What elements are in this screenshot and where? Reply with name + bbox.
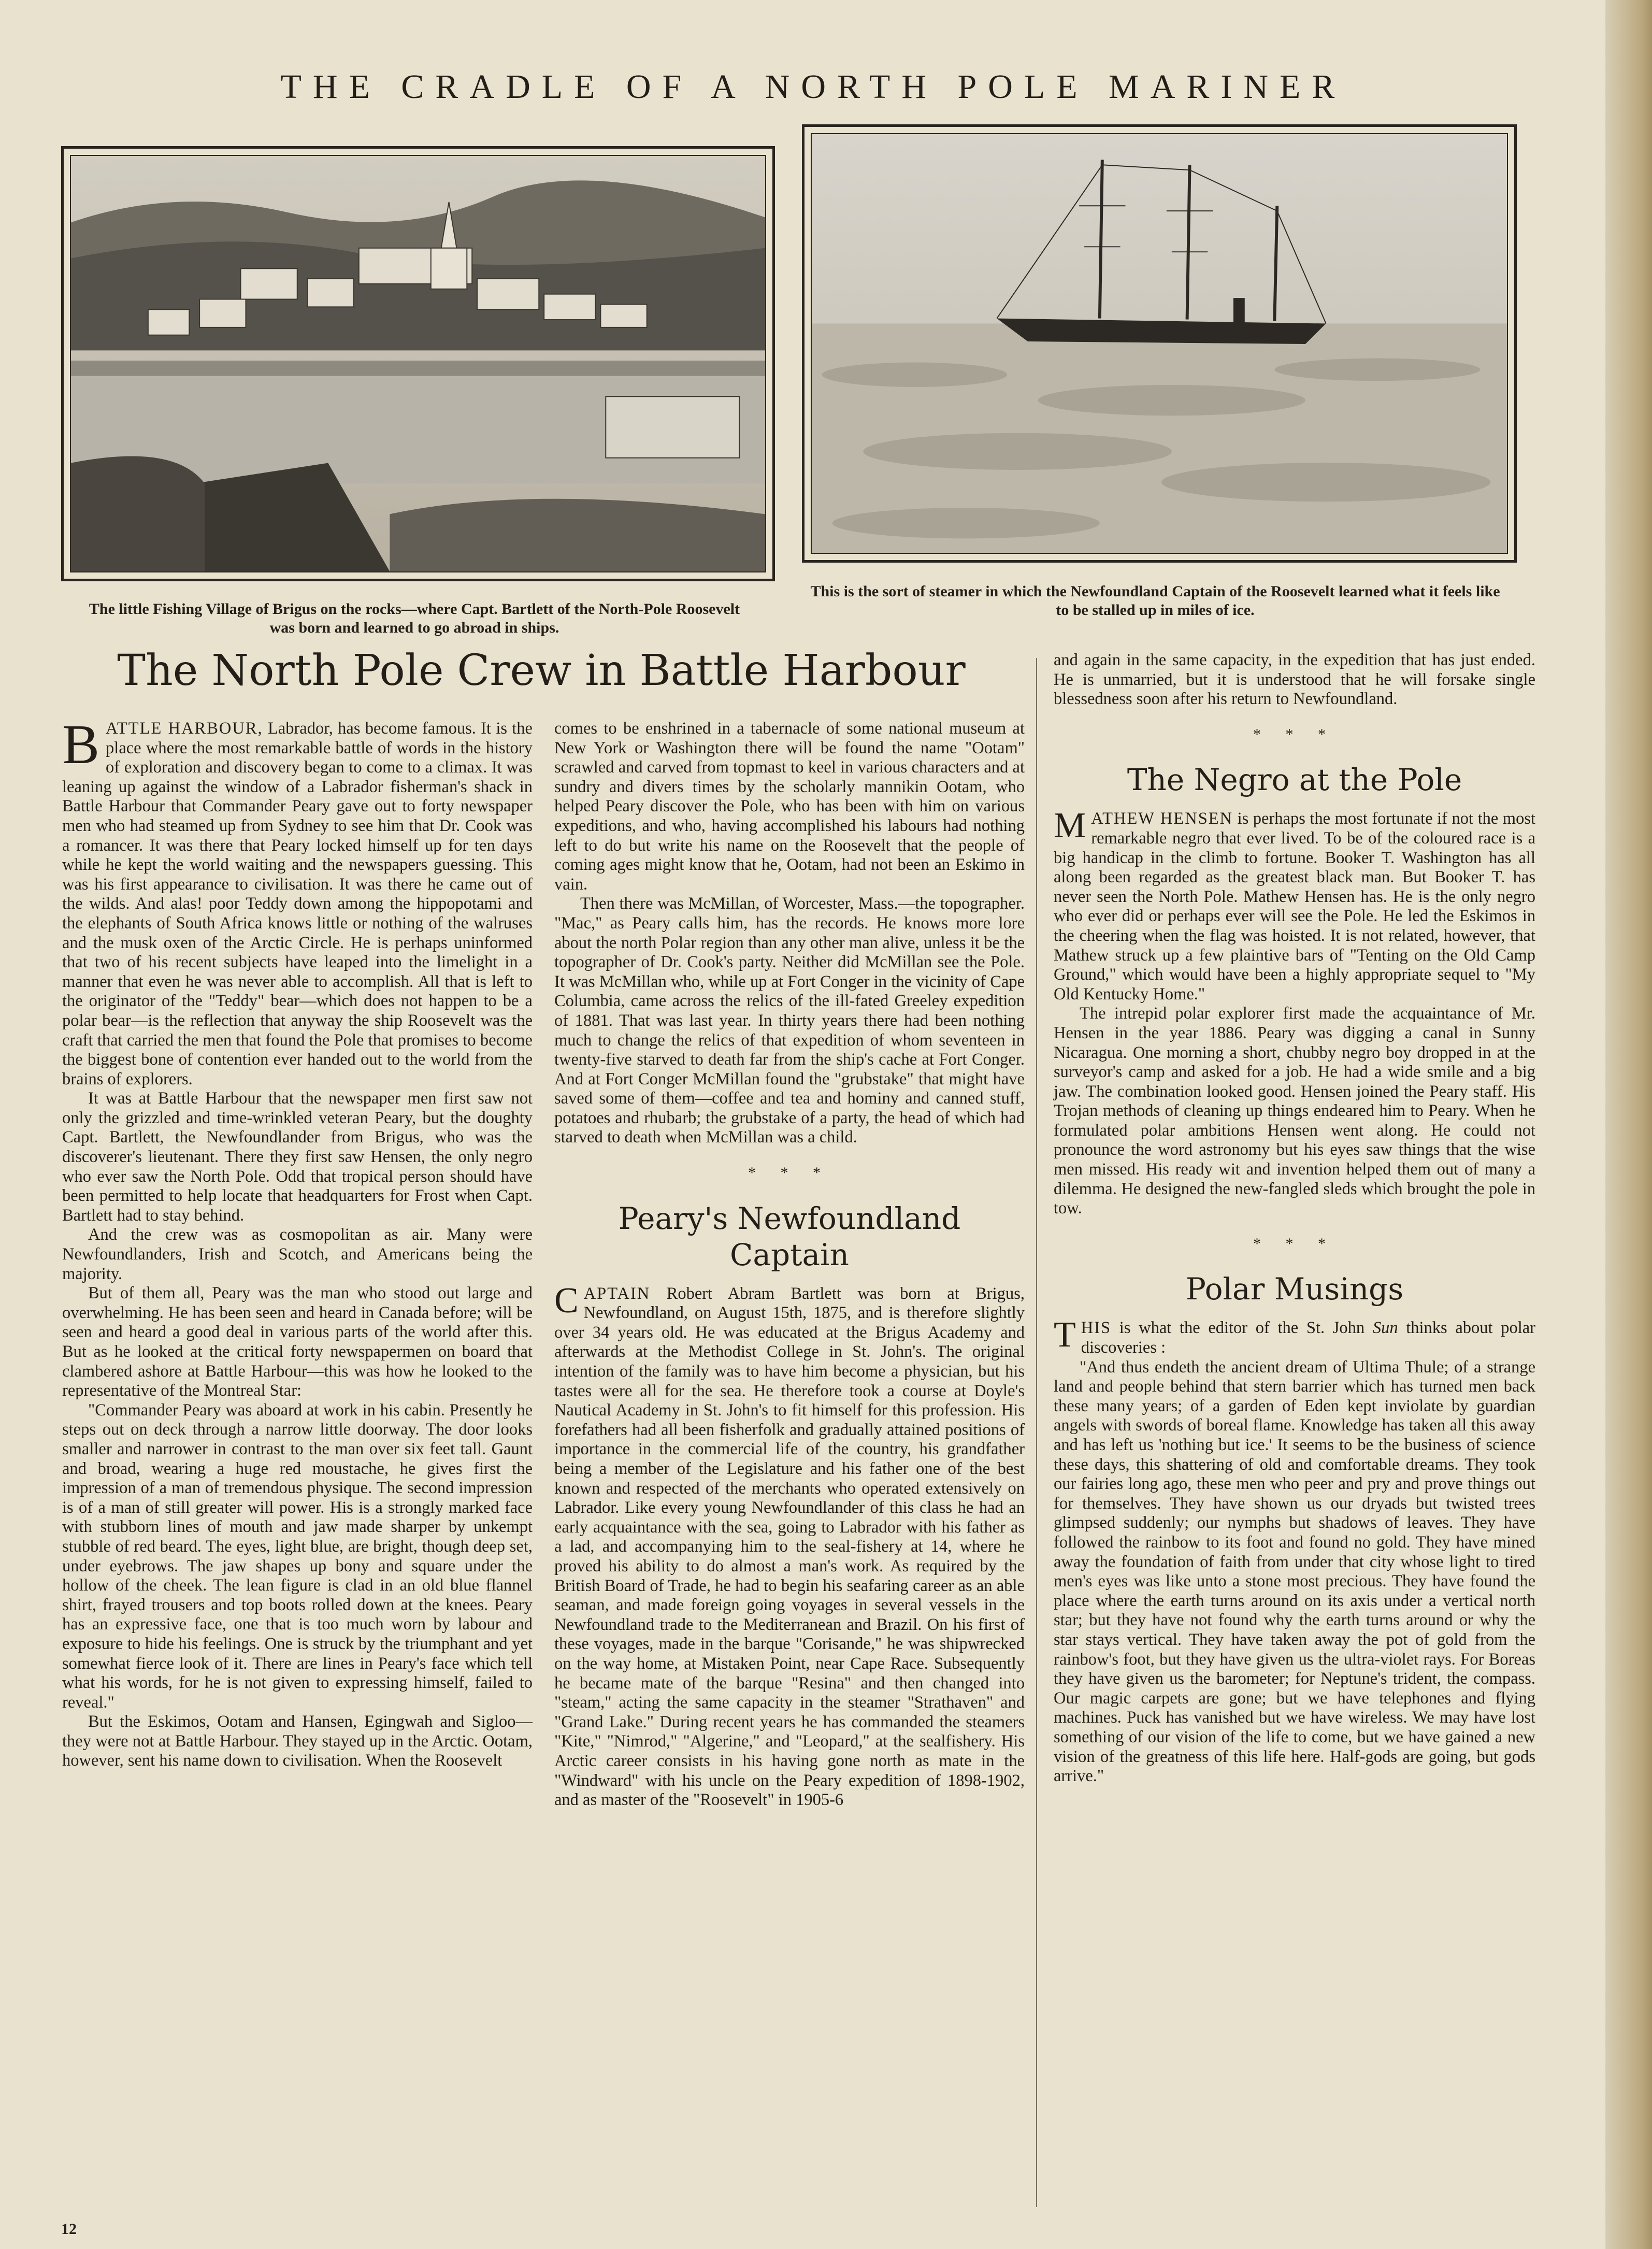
captain-section-title: Peary's Newfoundland Captain — [618, 1200, 961, 1272]
newspaper-name: Sun — [1372, 1319, 1398, 1338]
article-paragraph: And the crew was as cosmopolitan as air. Many were Newfoundlanders, Irish and Scotch, and Americans being the majority. — [62, 1225, 533, 1283]
article-title: The North Pole Crew in Battle Harbour — [117, 646, 966, 695]
dropcap: T — [1054, 1315, 1076, 1355]
section-separator: * * * — [1253, 1235, 1336, 1252]
article-paragraph: "Commander Peary was aboard at work in his cabin. Presently he steps out on deck through a narrow little doorway. The door looks smaller and narrower in contrast to the man over six feet tall. Gaunt and broad, wearing a huge red moustache, he gives first the impression of a man of tremendous physique. The second impression is of a man of still greater will power. His is a strongly marked face with stubborn lines of mouth and jaw made sharper by unkempt stubble of red beard. The eyes, light blue, are bright, though deep set, under eyebrows. The jaw shapes up bony and square under the hollow of the cheek. The lean figure is clad in an old blue flannel shirt, frayed trousers and top boots rolled down at the knees. Peary has an expressive face, one that is too much worn by labour and exposure to hide his feelings. One is struck by the triumphant and yet somewhat fierce look of it. There are lines in Peary's face which tell what his words, for he is not given to expressing himself, failed to reveal." — [62, 1400, 533, 1712]
lead-text: is perhaps the most fortunate if not the most remarkable negro that ever lived. To be of the coloured race is a big handicap in the climb to fortune. Booker T. Washington has all along been regarded as the greatest black man. But Booker T. has never seen the North Pole. Mathew Hensen has. He is the only negro who ever did or perhaps ever will see the Pole. He led the Eskimos in the cheering when the flag was hoisted. It is not related, however, that Mathew struck up a few plaintive bars of "Tenting on the Old Camp Ground," which would have been a highly appropriate sequel to "My Old Kentucky Home." — [1054, 809, 1535, 1004]
article-column-2 — [554, 719, 1025, 1810]
lead-text: Robert Abram Bartlett was born at Brigus, Newfoundland, on August 15th, 1875, and is therefore slightly over 34 years old. He was educated at the Brigus Academy and afterwards at the Methodist College in St. John's. The original intention of the family was to have him become a physician, but his tastes were all for the sea. He therefore took a course at Doyle's Nautical Academy in St. John's to fit himself for this profession. His forefathers had all been fisherfolk and gradually attained positions of importance in the commercial life of the country, his grandfather being a member of the Legislature and his father one of the best known and respected of the merchants who operated extensively on Labrador. Like every young Newfoundlander of this class he had an early acquaintance with the sea, going to Labrador with his father as a lad, and accompanying him to the seal-fishery at 14, where he proved his ability to do almost a man's work. As required by the British Board of Trade, he had to begin his seafaring career as an able seaman, and made foreign going voyages in several vessels in the Newfoundland trade to the Mediterranean and Brazil. On his first of these voyages, made in the barque "Corisande," he was shipwrecked on the way home, at Mistaken Point, near Cape Race. Subsequently he became mate of the barque "Resina" and then changed into "steam," acting the same capacity in the steamer "Strathaven" and "Grand Lake." During recent years he has commanded the steamers "Kite," "Nimrod," "Algerine," and "Leopard," at the sealfishery. His Arctic career consists in his having gone north as mate in the "Windward" with his uncle on the Peary expedition of 1898-1902, and as master of the "Roosevelt" in 1905-6 — [554, 1284, 1025, 1810]
captain-paragraph — [554, 1280, 1025, 1810]
article-lead-paragraph — [62, 714, 533, 1089]
negro-paragraph: The intrepid polar explorer first made the acquaintance of Mr. Hensen in the year 1886. Peary was digging a canal in Sunny Nicaragua. One morning a short, chubby negro boy dropped in at the surveyor's camp and asked for a job. He had a wide smile and a big jaw. The combination looked good. Hensen joined the Peary staff. His Trojan methods of cleaning up things endeared him to Peary. When he formulated polar ambitions Hensen went along. He could not pronounce the word astronomy but his eyes saw things that the wise men missed. His ready wit and invention helped them out of many a dilemma. He designed the new-fangled sleds which brought the pole in tow. — [1054, 1004, 1535, 1218]
section-separator: * * * — [748, 1164, 831, 1182]
article-continuation: and again in the same capacity, in the expedition that has just ended. He is unmarried, but it is understood that he will forsake single blessedness soon after his return to Newfoundland. — [1054, 651, 1535, 709]
article-paragraph: comes to be enshrined in a tabernacle of some national museum at New York or Washington there will be found the name "Ootam" scrawled and carved from topmast to keel in various characters and at sundry and divers times by the scholarly mannikin Ootam, who helped Peary discover the Pole, who has been with him on various expeditions, and who, having accomplished his labours had nothing left to do but write his name on the Roosevelt that the people of coming ages might know that he, Ootam, had not been an Eskimo in vain. — [554, 719, 1025, 894]
column-divider — [1036, 658, 1037, 2207]
page-masthead: THE CRADLE OF A NORTH POLE MARINER — [280, 68, 1346, 106]
dropcap: M — [1054, 806, 1086, 846]
lead-text: thinks about polar discoveries : — [1081, 1319, 1535, 1357]
village-illustration — [71, 156, 765, 571]
lead-text: is what the editor of the St. John — [1111, 1319, 1373, 1338]
steamer-photo-caption: This is the sort of steamer in which the Newfoundland Captain of the Roosevelt learned what it feels like to be stalled up in miles of ice. — [810, 583, 1500, 619]
village-photo — [61, 146, 775, 581]
negro-paragraph — [1054, 806, 1535, 1004]
lead-smallcaps: ATHEW HENSEN — [1091, 809, 1233, 828]
article-paragraph: But of them all, Peary was the man who stood out large and overwhelming. He has been seen and heard in Canada before; will be seen and heard a good deal in various parts of the world after this. But as he looked at the critical forty newspapermen on board that clambered ashore at Battle Harbour—this was how he looked to the representative of the Montreal Star: — [62, 1284, 533, 1400]
steamer-photo — [802, 124, 1517, 563]
article-column-1 — [62, 714, 533, 1771]
steamer-illustration — [812, 134, 1507, 553]
page-number: 12 — [61, 2221, 77, 2238]
musings-intro — [1054, 1315, 1535, 1357]
dropcap: C — [554, 1280, 579, 1321]
article-column-3 — [1054, 651, 1535, 1786]
lead-smallcaps: HIS — [1081, 1319, 1112, 1338]
article-paragraph: But the Eskimos, Ootam and Hansen, Egingwah and Sigloo—they were not at Battle Harbour. They stayed up in the Arctic. Ootam, however, sent his name down to civilisation. When the Roosevelt — [62, 1712, 533, 1770]
village-photo-caption: The little Fishing Village of Brigus on the rocks—where Capt. Bartlett of the North-Pole Roosevelt was born and learned to go abroad in ships. — [89, 600, 740, 636]
musings-quote: "And thus endeth the ancient dream of Ultima Thule; of a strange land and people behind that stern barrier which has turned men back these many years; of a garden of Eden kept inviolate by guardian angels with swords of boreal flame. Knowledge has taken all this away and has left us 'nothing but ice.' It seems to be the business of science these days, this shattering of old and comfortable dreams. They took our fairies long ago, these men who peer and pry and prove things out for themselves. They have shown us our dryads but twisted trees glimpsed suddenly; our nymphs but shadows of leaves. They have followed the rainbow to its foot and found no gold. They have mined away the foundation of faith from under that city whose light to tired men's eyes was like unto a stone most precious. They have found the place where the earth turns around on its axis under a vertical north star; but they have not found why the earth turns around or why the star stays vertical. They have taken away the pot of gold from the rainbow's foot, but they have given us the ultra-violet rays. For Boreas they have given us the barometer; for Neptune's trident, the compass. Our magic carpets are gone; but we have telephones and flying machines. Puck has vanished but we have wireless. We may have lost something of our vision of the life to come, but we have gained a new vision of the greatness of this life here. Half-gods are going, but gods arrive." — [1054, 1357, 1535, 1786]
page-edge — [1605, 0, 1652, 2249]
article-paragraph: Then there was McMillan, of Worcester, Mass.—the topographer. "Mac," as Peary calls him, has the records. He knows more lore about the north Polar region than any other man alive, unless it be the topographer of Dr. Cook's party. Neither did McMillan see the Pole. It was McMillan who, while up at Fort Conger in the vicinity of Cape Columbia, came across the relics of the ill-fated Greeley expedition of 1881. That was last year. In thirty years there had been nothing much to change the relics of that expedition of whom seventeen in twenty-five starved to death far from the ship's cache at Fort Conger. And at Fort Conger McMillan found the "grubstake" that might have saved some of them—coffee and tea and hominy and canned stuff, potatoes and rhubarb; the grubstake of a party, the head of which had starved to death when McMillan was a child. — [554, 894, 1025, 1147]
dropcap: B — [62, 714, 100, 776]
lead-text: Labrador, has become famous. It is the place where the most remarkable battle of words in the history of exploration and discovery began to come to a climax. It was leaning up against the window of a Labrador fisherman's shack in Battle Harbour that Commander Peary gave out to forty newspaper men who had steamed up from Sydney to see him that Dr. Cook was a romancer. It was there that Peary locked himself up for ten days while he kept the world waiting and the newspapers guessing. This was his first appearance to civilisation. It was there he came out of the wilds. And alas! poor Teddy down among the hippopotami and the elephants of South Africa knows little or nothing of the walruses and the musk oxen of the Arctic Circle. He is perhaps uninformed that two of his recent subjects have leaped into the limelight in a manner that even he was never able to accomplish. All that is left to the originator of the "Teddy" bear—which does not happen to be a polar bear—is the reflection that anyway the ship Roosevelt was the craft that carried the men that found the Pole that promises to become the biggest bone of contention ever handed out to the world from the brains of explorers. — [62, 719, 533, 1088]
lead-smallcaps: APTAIN — [583, 1284, 651, 1303]
section-separator: * * * — [1253, 725, 1336, 743]
lead-smallcaps: ATTLE HARBOUR, — [106, 719, 263, 738]
musings-section-title: Polar Musings — [1185, 1271, 1404, 1307]
article-paragraph: It was at Battle Harbour that the newspaper men first saw not only the grizzled and time-wrinkled veteran Peary, but the doughty Capt. Bartlett, the Newfoundlander from Brigus, who was the discoverer's lieutenant. There they first saw Hensen, the only negro who ever saw the North Pole. Odd that tropical person should have been permitted to help locate that headquarters for Frost when Capt. Bartlett had to stay behind. — [62, 1089, 533, 1225]
negro-section-title: The Negro at the Pole — [1127, 762, 1462, 798]
